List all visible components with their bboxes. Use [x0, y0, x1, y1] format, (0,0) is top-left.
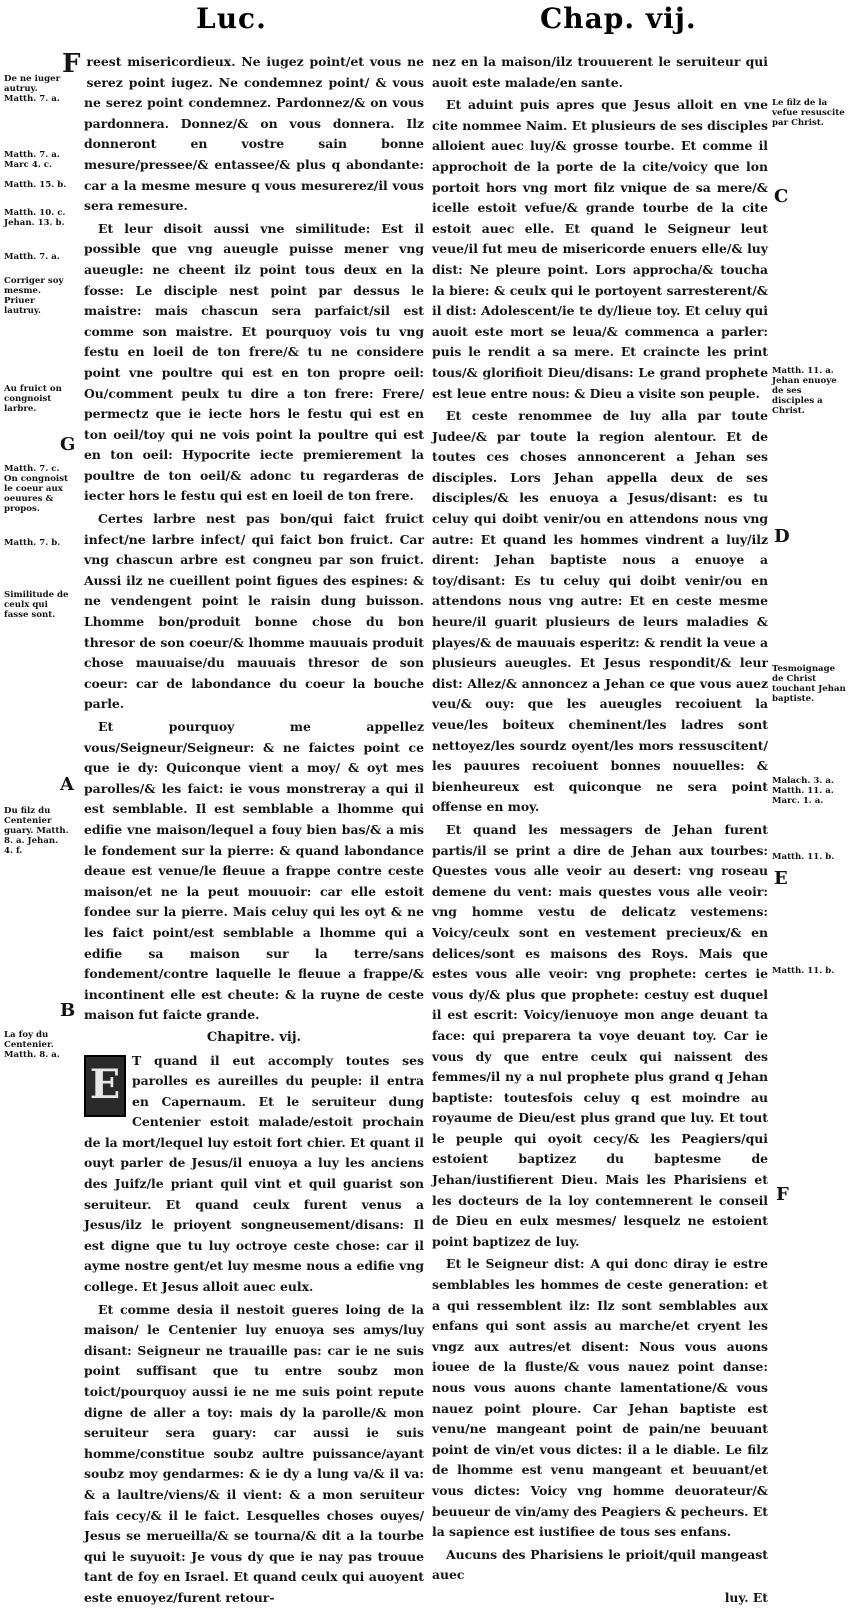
margin-note-right: Matth. 11. b.: [772, 852, 835, 862]
paragraph: Et ceste renommee de luy alla par toute Judee/& par toute la region alentour. Et de toutes ces choses annoncerent a Jehan ses disciples. Lors Jehan appella deux de ses disciples/& les enuoya a Jesus/disant: es tu celuy qui doibt venir/ou en attendons nous vng autre: Et quand les hommes vindrent a luy/ilz dirent: Jehan baptiste nous a enuoye a toy/disant: Es tu celuy qui doibt venir/ou en attendons nous vng autre: Et en ceste mesme heure/il guarit plusieurs de leurs maladies & playes/& de mauuais esperitz: & rendit la veue a plusieurs aueugles. Et Jesus respondit/& leur dist: Allez/& annoncez a Jehan ce que vous auez veu/& ouy: que les aueugles recoiuent la veue/les boiteux cheminent/les ladres sont nettoyez/les sourdz oyent/les mors ressuscitent/ les pauures recoiuent bonnes nouuelles: & bienheureux est quiconque ne sera point offense en moy.: [432, 408, 768, 815]
margin-note-left: Similitude de ceulx qui fasse sont.: [4, 590, 69, 620]
paragraph: Et leur disoit aussi vne similitude: Est il possible que vng aueugle puisse mener vng aueugle: ne cheent ilz point tous deux en la fosse: Le disciple nest point par dessus le maistre: mais chascun sera parfaict/sil est comme son maistre. Et pourquoy vois tu vng festu en loeil de ton frere/& tu ne considere point vne poultre qui est en ton propre oeil: Ou/comment peulx tu dire a ton frere: Frere/ permectz que ie iecte hors le festu qui est en ton oeil/toy qui ne vois point la poultre qui est en ton oeil: Hypocrite iecte premierement la poultre de ton oeil/& adonc tu regarderas de iecter hors le festu qui est en loeil de ton frere.: [84, 220, 424, 504]
margin-note-right: Matth. 11. a. Jehan enuoye de ses disciples a Christ.: [772, 366, 837, 416]
paragraph: Certes larbre nest pas bon/qui faict fruict infect/ne larbre infect/ qui faict bon fruict. Car vng chascun arbre est congneu par son fruict. Aussi ilz ne cueillent point figues des espines: & ne vendengent point le raisin dung buisson. Lhomme bon/produit bonne chose du bon thresor de son coeur/& lhomme mauuais produit chose mauuaise/du mauuais thresor de son coeur: car de labondance du coeur la bouche parle.: [84, 511, 424, 712]
margin-note-right: Le filz de la vefue resuscite par Christ.: [772, 98, 845, 128]
catchword: luy. Et: [724, 1589, 768, 1605]
section-letter: F: [776, 1184, 789, 1205]
paragraph: Et le Seigneur dist: A qui donc diray ie estre semblables les hommes de ceste generation: et a qui ressemblent ilz: Ilz sont semblables aux enfans qui sont assis au marche/et cryent les vngz aux autres/et disent: Nous vous auons iouee de la fluste/& vous nauez point danse: nous vous auons chante lamentatione/& vous nauez point ploure. Car Jehan baptiste est venu/ne mangeant point de pain/ne beuuant point de vin/et vous dictes: il a le diable. Le filz de lhomme est venu mangeant et beuuant/et vous dictes: Voicy vng homme deuorateur/& beuueur de vin/amy des Peagiers & pecheurs. Et la sapience est iustifiee de tous ses enfans.: [432, 1256, 768, 1540]
paragraph: nez en la maison/ilz trouuerent le seruiteur qui auoit este malade/en sante.: [432, 54, 768, 90]
section-letter: F: [62, 49, 81, 79]
margin-note-left: De ne iuger autruy. Matth. 7. a.: [4, 74, 61, 104]
paragraph: E T quand il eut accomply toutes ses parolles es aureilles du peuple: il entra en Capernaum. Et le seruiteur dung Centenier estoit malade/estoit prochain de la mort/lequel luy estoit fort chier. Et quant il ouyt parler de Jesus/il enuoya a luy les anciens des Juifz/le priant quil vint et quil guarist son seruiteur. Et quand ceulx furent venus a Jesus/ilz le prioyent songneusement/disans: Il est digne que tu luy octroye ceste chose: car il ayme nostre gent/et luy mesme nous a edifie vng college. Et Jesus alloit auec eulx.: [84, 1052, 424, 1295]
margin-note-left: Au fruict on congnoist larbre.: [4, 384, 62, 414]
margin-note-left: Matth. 7. c. On congnoist le coeur aux oeuures & propos.: [4, 464, 68, 514]
margin-note-right: Malach. 3. a. Matth. 11. a. Marc. 1. a.: [772, 776, 834, 806]
section-letter: C: [774, 186, 789, 207]
margin-note-left: Matth. 15. b.: [4, 180, 67, 190]
margin-note-left: Matth. 7. b.: [4, 538, 61, 548]
chapter-heading: Chapitre. vij.: [206, 1029, 302, 1045]
margin-note-left: La foy du Centenier. Matth. 8. a.: [4, 1030, 60, 1060]
right-text-column: [432, 52, 768, 1609]
margin-note-left: Matth. 7. a.: [4, 252, 60, 262]
paragraph: Aucuns des Pharisiens le prioit/quil mangeast auec: [432, 1546, 768, 1583]
margin-note-right: Matth. 11. b.: [772, 966, 835, 976]
paragraph: Et pourquoy me appellez vous/Seigneur/Seigneur: & ne faictes point ce que ie dy: Quiconque vient a moy/ & oyt mes parolles/& les faict: ie vous monstreray a qui il est semblable. Il est semblable a lhomme qui edifie vne maison/lequel a fouy bien bas/& a mis le fondement sur la pierre: & quand labondance deaue est venue/le fleuue a frappe contre ceste maison/et ne la peut mouuoir: car elle estoit fondee sur la pierre. Mais celuy qui les oyt & ne les faict point/est semblable a lhomme qui a edifie sa maison sur la terre/sans fondement/contre laquelle le fleuue a frappe/& incontinent elle est cheute: & la ruyne de ceste maison fut faicte grande.: [84, 719, 424, 1023]
margin-note-left: Matth. 7. a. Marc 4. c.: [4, 150, 60, 170]
paragraph: Et aduint puis apres que Jesus alloit en vne cite nommee Naim. Et plusieurs de ses disciples alloient auec luy/& grosse tourbe. Et comme il approchoit de la porte de la cite/voicy que lon portoit hors vng mort filz vnique de sa mere/& icelle estoit vefue/& grande tourbe de la cite estoit auec elle. Et quand le Seigneur leut veue/il fut meu de misericorde enuers elle/& luy dist: Ne pleure point. Lors approcha/& toucha la biere: & ceulx qui le portoyent sarresterent/& il dist: Adolescent/ie te dy/lieue toy. Et celuy qui auoit este mort se leua/& commenca a parler: puis le rendit a sa mere. Et craincte les print tous/& glorifioit Dieu/disans: Le grand prophete est leue entre nous: & Dieu a visite son peuple.: [432, 97, 768, 401]
margin-note-left: Du filz du Centenier guary. Matth. 8. a. Jehan. 4. f.: [4, 806, 69, 856]
margin-note-left: Corriger soy mesme. Priuer lautruy.: [4, 276, 64, 316]
margin-note-left: Matth. 10. c. Jehan. 13. b.: [4, 208, 66, 228]
paragraph: Freest misericordieux. Ne iugez point/et vous ne serez point iugez. Ne condemnez point/ & vous ne serez point condemnez. Pardonnez/& on vous pardonnera. Donnez/& on vous donnera. Ilz donneront en vostre sain bonne mesure/pressee/& entassee/& plus q abondante: car a la mesme mesure q vous mesurerez/il vous sera remesure.: [62, 49, 424, 214]
section-letter: A: [60, 774, 74, 795]
paragraph: Et comme desia il nestoit gueres loing de la maison/ le Centenier luy enuoya ses amys/luy disant: Seigneur ne trauaille pas: car ie ne suis point suffisant que tu entre soubz mon toict/pourquoy aussi ie ne me suis point repute digne de aller a toy: mais dy la parolle/& mon seruiteur sera guary: car aussi ie suis homme/constitue soubz aultre puissance/ayant soubz moy gendarmes: & ie dy a lung va/& il va: & a laultre/viens/& il vient: & a mon seruiteur fais cecy/& il le faict. Lesquelles choses ouyes/ Jesus se merueilla/& se tourna/& dit a la tourbe qui le suyuoit: Je vous dy que ie nay pas trouue tant de foy en Israel. Et quand ceulx qui auoyent este enuoyez/furent retour-: [84, 1301, 424, 1605]
running-head-left: Luc.: [196, 2, 267, 35]
left-text-column: [62, 49, 424, 1611]
margin-note-right: Tesmoignage de Christ touchant Jehan baptiste.: [772, 664, 846, 704]
running-head-right: Chap. vij.: [540, 2, 697, 35]
paragraph: Et quand les messagers de Jehan furent partis/il se print a dire de Jehan aux tourbes: Questes vous alle veoir au desert: vng roseau demene du vent: mais questes vous alle veoir: vng homme vestu de delicatz vestemens: Voicy/ceulx sont en vestement precieux/& en delices/sont es maisons des Roys. Mais que estes vous alle veoir: vng prophete: certes ie vous dy/& plus que prophete: cestuy est duquel il est escrit: Voicy/ienuoye mon ange deuant ta face: qui preparera ta voye deuant toy. Car ie vous dy que entre ceulx qui naissent des femmes/il ny a nul prophete plus grand q Jehan baptiste: toutesfois celuy q est moindre au royaume de Dieu/est plus grand que luy. Et tout le peuple qui oyoit cecy/& les Peagiers/qui estoient baptizez du baptesme de Jehan/iustifierent Dieu. Mais les Pharisiens et les docteurs de la loy contemnerent le conseil de Dieu en eulx mesmes/ lesquelz ne estoient point baptizez de luy.: [432, 821, 768, 1249]
section-letter: B: [60, 1000, 76, 1021]
decorated-initial: E: [84, 1055, 126, 1117]
section-letter: D: [774, 526, 790, 547]
section-letter: G: [60, 434, 76, 455]
section-letter: E: [774, 868, 788, 889]
